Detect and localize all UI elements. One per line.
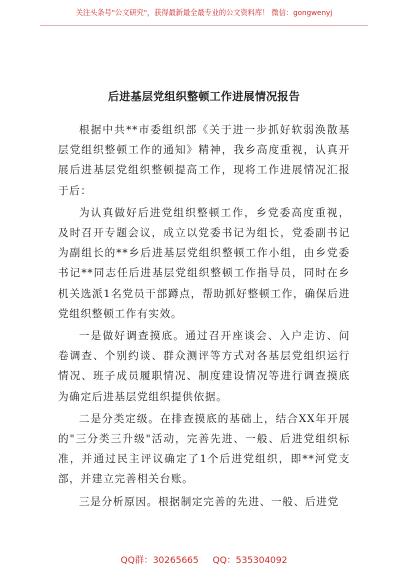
document-title: 后进基层党组织整顿工作进展情况报告 — [107, 90, 301, 103]
paragraph-analysis: 三是分析原因。根据制定完善的先进、一般、后进党 — [79, 495, 339, 508]
document-body — [58, 120, 350, 512]
paragraph-intro: 根据中共**市委组织部《关于进一步抓好软弱涣散基层党组织整顿工作的通知》精神，我乡高度重视，认真开展后进基层党组织整顿提高工作，现将工作进展情况汇报于后： — [58, 124, 350, 197]
footer-qq-group: QQ群：30265665 — [120, 556, 199, 566]
header-promo-text: 关注头条号"公文研究"，获得最新最全最专业的公文资料库！ 微信：gongwenyj — [75, 8, 333, 17]
paragraph-survey: 一是做好调查摸底。通过召开座谈会、入户走访、问卷调查、个别约谈、群众测评等方式对各基层党组织运行情况、班子成员履职情况、制度建设情况等进行调查摸底为确定后进基层党组织提供依据。 — [58, 330, 350, 403]
paragraph-classification: 二是分类定级。在排查摸底的基础上，结合XX年开展的"三分类三升级"活动，完善先进、一般、后进党组织标准，并通过民主评议确定了1个后进党组织，即**河党支部，并建立完善相关台账。 — [58, 412, 350, 486]
header-divider — [40, 25, 368, 26]
footer-contact — [0, 553, 408, 566]
footer-qq-number: QQ：535304092 — [212, 556, 288, 566]
paragraph-organization: 为认真做好后进党组织整顿工作，乡党委高度重视，及时召开专题会议，成立以党委书记为组长，党委副书记为副组长的**乡后进基层党组织整顿工作小组，由乡党委书记**同志任后进基层党组织整顿工作指导员，同时在乡机关选派1名党员干部蹲点，帮助抓好整顿工作，确保后进党组织整顿工作有实效。 — [58, 206, 350, 320]
